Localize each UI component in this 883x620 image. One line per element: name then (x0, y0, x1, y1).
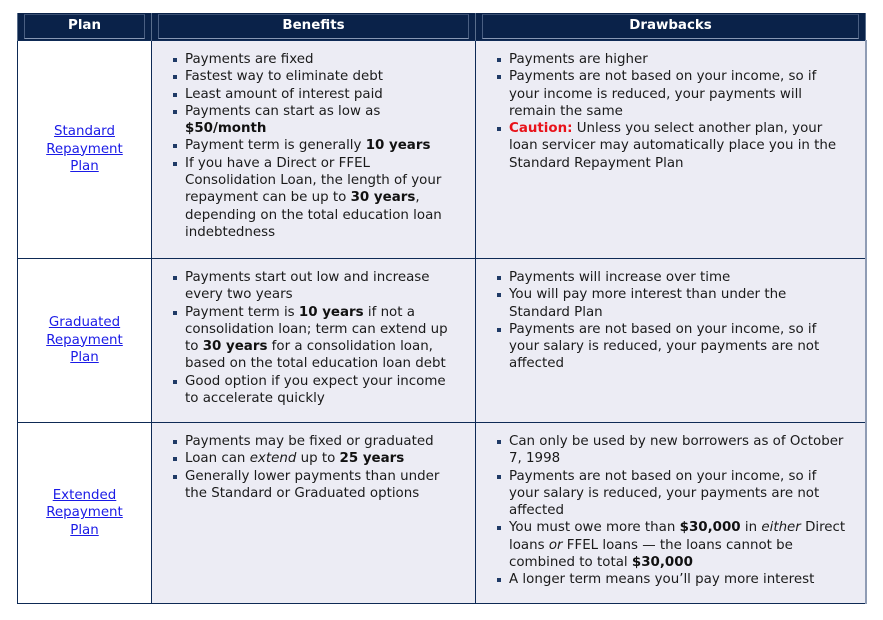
drawbacks-list (476, 41, 865, 172)
list-item: You must owe more than $30,000 in either Direct loans or FFEL loans — the loans cannot be combined to total $30,000 (496, 519, 851, 571)
list-item: Loan can extend up to 25 years (172, 450, 461, 467)
list-item: Payments will increase over time (496, 269, 851, 286)
benefits-cell (152, 259, 476, 423)
list-item: Least amount of interest paid (172, 86, 461, 103)
drawbacks-list (476, 423, 865, 589)
benefits-cell (152, 423, 476, 604)
table-row (18, 259, 866, 423)
list-item: Fastest way to eliminate debt (172, 68, 461, 85)
benefits-cell (152, 41, 476, 259)
extended-repayment-plan-link[interactable]: Extended Repayment Plan (46, 487, 123, 538)
drawbacks-cell (476, 423, 866, 604)
benefits-list (152, 259, 475, 407)
table-row (18, 41, 866, 259)
list-item: Caution: Unless you select another plan, your loan servicer may automatically place you in the Standard Repayment Plan (496, 120, 851, 172)
list-item: A longer term means you’ll pay more interest (496, 571, 851, 588)
plan-cell (18, 423, 152, 604)
repayment-plans-table (17, 13, 867, 604)
list-item: Payment term is 10 years if not a consolidation loan; term can extend up to 30 years for a consolidation loan, based on the total education loan debt (172, 304, 461, 373)
list-item: Good option if you expect your income to accelerate quickly (172, 373, 461, 408)
list-item: Payments start out low and increase every two years (172, 269, 461, 304)
list-item: Generally lower payments than under the Standard or Graduated options (172, 468, 461, 503)
list-item: Payment term is generally 10 years (172, 137, 461, 154)
table-header-row (18, 13, 866, 41)
table-row (18, 423, 866, 604)
list-item: Payments can start as low as $50/month (172, 103, 461, 138)
graduated-repayment-plan-link[interactable]: Graduated Repayment Plan (46, 315, 123, 366)
list-item: Payments are not based on your income, so if your salary is reduced, your payments are not affected (496, 321, 851, 373)
header-plan: Plan (18, 13, 152, 41)
standard-repayment-plan-link[interactable]: Standard Repayment Plan (46, 124, 123, 175)
list-item: Payments are not based on your income, so if your salary is reduced, your payments are not affected (496, 468, 851, 520)
list-item: If you have a Direct or FFEL Consolidation Loan, the length of your repayment can be up to 30 years, depending on the total education loan indebtedness (172, 155, 461, 241)
list-item: Payments are fixed (172, 51, 461, 68)
list-item: Payments may be fixed or graduated (172, 433, 461, 450)
list-item: Payments are higher (496, 51, 851, 68)
list-item: Payments are not based on your income, so if your income is reduced, your payments will remain the same (496, 68, 851, 120)
list-item: You will pay more interest than under the Standard Plan (496, 286, 851, 321)
drawbacks-cell (476, 259, 866, 423)
drawbacks-list (476, 259, 865, 373)
drawbacks-cell (476, 41, 866, 259)
header-drawbacks: Drawbacks (476, 13, 866, 41)
benefits-list (152, 41, 475, 241)
plan-cell (18, 259, 152, 423)
benefits-list (152, 423, 475, 502)
plan-cell (18, 41, 152, 259)
list-item: Can only be used by new borrowers as of October 7, 1998 (496, 433, 851, 468)
header-benefits: Benefits (152, 13, 476, 41)
